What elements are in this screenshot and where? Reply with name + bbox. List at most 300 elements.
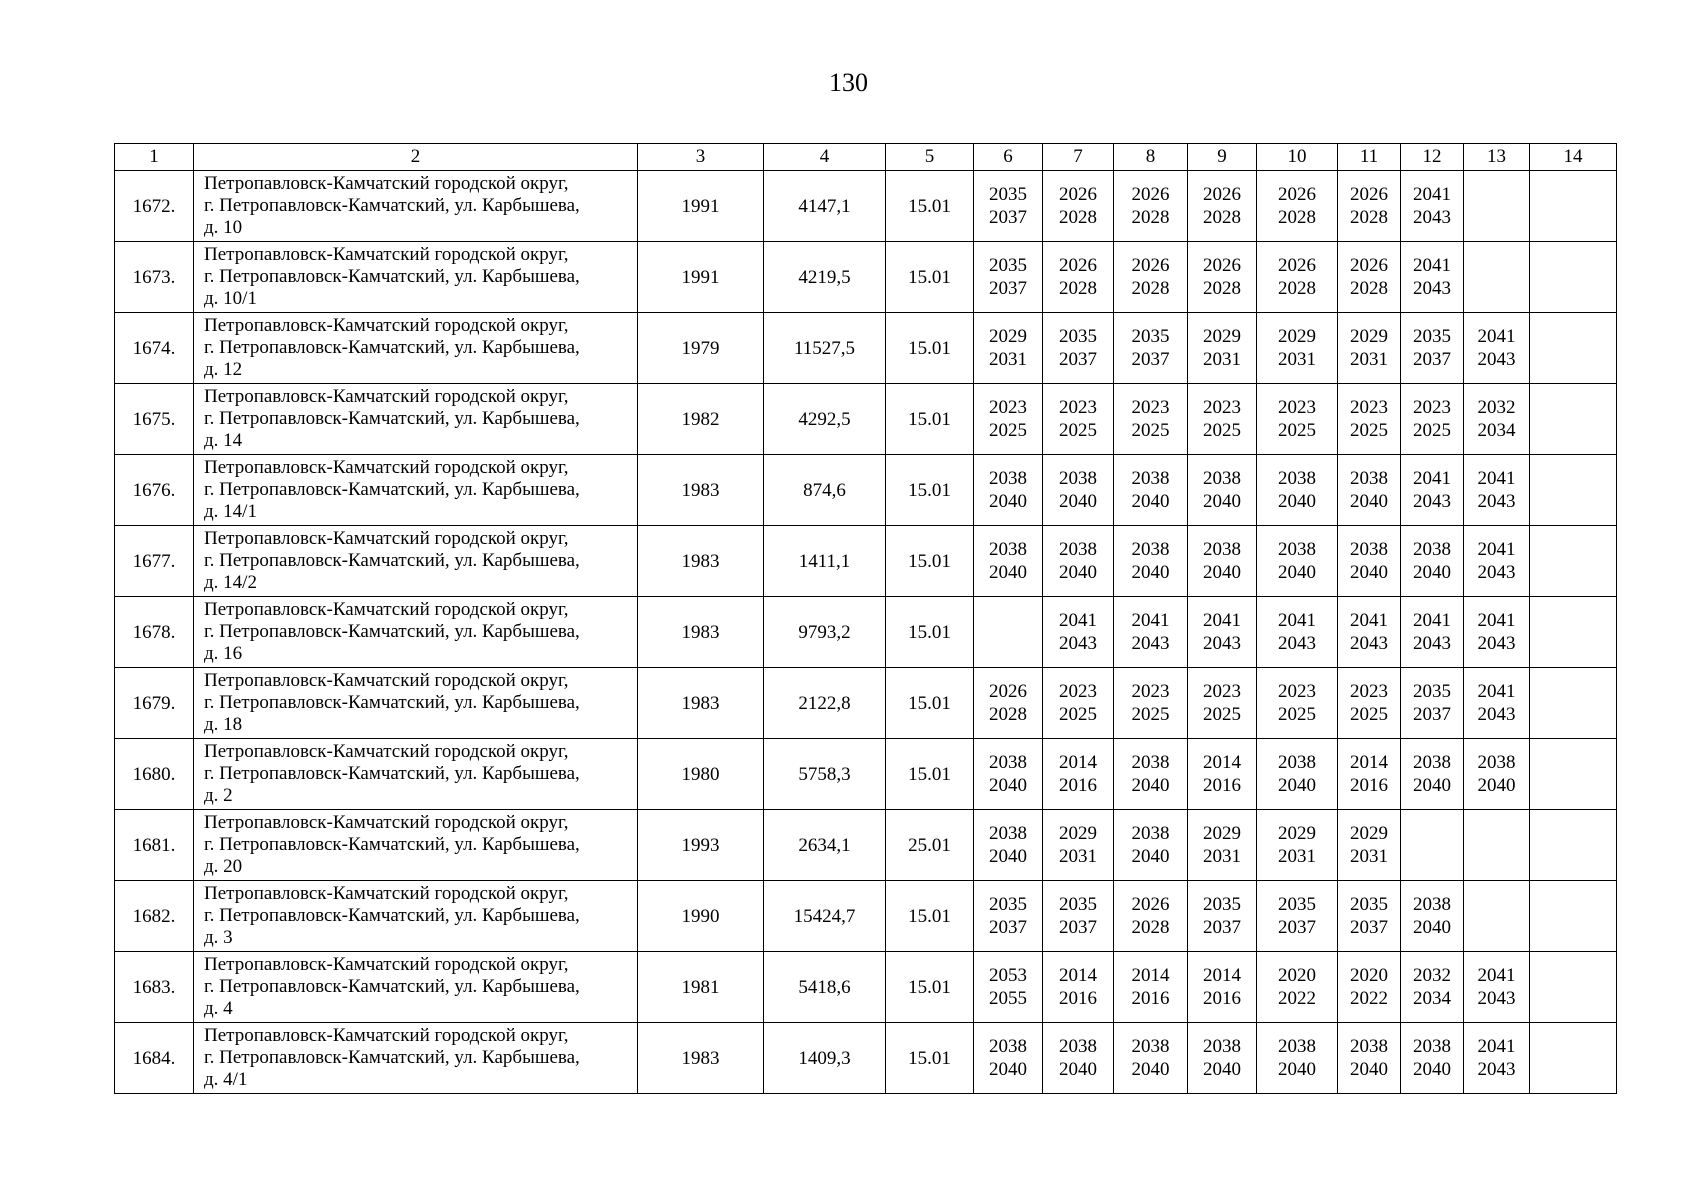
period-year: 2026 xyxy=(1350,184,1388,205)
column-number-cell: 10 xyxy=(1257,144,1338,171)
period-cell xyxy=(1114,739,1188,810)
period-year: 2038 xyxy=(1413,894,1451,915)
period-cell xyxy=(1401,1023,1464,1094)
column-number-cell: 9 xyxy=(1188,144,1257,171)
period-year: 2035 xyxy=(1059,894,1097,915)
period-year: 2053 xyxy=(989,965,1027,986)
address-line: д. 4/1 xyxy=(204,1069,248,1090)
period-cell xyxy=(1464,455,1530,526)
period-cell xyxy=(1043,952,1114,1023)
address-line: Петропавловск-Камчатский городской округ, xyxy=(204,457,569,478)
year-built-cell: 1981 xyxy=(638,952,764,1023)
period-cell xyxy=(1401,739,1464,810)
address-cell xyxy=(194,242,638,313)
period-cell xyxy=(974,242,1043,313)
period-year: 2029 xyxy=(1059,823,1097,844)
period-cell xyxy=(1043,668,1114,739)
address-line: д. 2 xyxy=(204,785,233,806)
address-line: Петропавловск-Камчатский городской округ, xyxy=(204,386,569,407)
period-cell xyxy=(1401,526,1464,597)
period-year: 2041 xyxy=(1203,610,1241,631)
address-cell xyxy=(194,384,638,455)
area-cell: 1411,1 xyxy=(764,526,886,597)
address-line: д. 14/2 xyxy=(204,572,257,593)
period-year: 2028 xyxy=(1203,278,1241,299)
period-year: 2038 xyxy=(1059,468,1097,489)
period-year: 2038 xyxy=(1131,1036,1170,1057)
row-number-cell: 1673. xyxy=(115,242,194,313)
period-year: 2040 xyxy=(1203,491,1241,512)
period-year: 2037 xyxy=(1059,349,1097,370)
period-year: 2029 xyxy=(1203,823,1241,844)
period-cell xyxy=(1530,526,1617,597)
period-year: 2028 xyxy=(1059,207,1097,228)
period-year: 2038 xyxy=(1278,752,1316,773)
area-cell: 5758,3 xyxy=(764,739,886,810)
period-cell xyxy=(1257,597,1338,668)
area-cell: 1409,3 xyxy=(764,1023,886,1094)
address-cell xyxy=(194,810,638,881)
period-cell xyxy=(1188,597,1257,668)
period-cell xyxy=(1257,526,1338,597)
period-year: 2038 xyxy=(1350,1036,1388,1057)
page-number: 130 xyxy=(829,68,868,97)
period-cell xyxy=(1464,881,1530,952)
period-year: 2026 xyxy=(1059,184,1097,205)
period-year: 2023 xyxy=(989,397,1027,418)
period-cell xyxy=(1464,739,1530,810)
period-year: 2043 xyxy=(1203,633,1241,654)
table-row xyxy=(115,526,1617,597)
period-year: 2016 xyxy=(1059,775,1097,796)
period-year: 2038 xyxy=(1131,823,1170,844)
period-year: 2031 xyxy=(1350,846,1388,867)
period-cell xyxy=(1188,739,1257,810)
period-year: 2023 xyxy=(1131,397,1170,418)
column-number-cell: 6 xyxy=(974,144,1043,171)
period-year: 2040 xyxy=(1131,562,1170,583)
address-line: д. 14/1 xyxy=(204,501,257,522)
period-cell xyxy=(1043,526,1114,597)
period-year: 2023 xyxy=(1059,397,1097,418)
column-number-cell: 1 xyxy=(115,144,194,171)
table-row xyxy=(115,597,1617,668)
year-built-cell: 1990 xyxy=(638,881,764,952)
period-cell xyxy=(1114,952,1188,1023)
period-year: 2043 xyxy=(1477,491,1516,512)
year-built-cell: 1983 xyxy=(638,1023,764,1094)
address-line: д. 10/1 xyxy=(204,288,257,309)
period-cell xyxy=(1530,739,1617,810)
period-year: 2038 xyxy=(989,752,1027,773)
period-year: 2041 xyxy=(1278,610,1316,631)
period-cell xyxy=(1043,384,1114,455)
period-year: 2043 xyxy=(1350,633,1388,654)
period-cell xyxy=(1530,1023,1617,1094)
period-year: 2038 xyxy=(1131,468,1170,489)
period-cell xyxy=(1114,455,1188,526)
period-year: 2026 xyxy=(1350,255,1388,276)
period-cell xyxy=(1043,597,1114,668)
period-cell xyxy=(1338,881,1401,952)
address-line: д. 16 xyxy=(204,643,243,664)
period-cell xyxy=(1464,171,1530,242)
area-cell: 4219,5 xyxy=(764,242,886,313)
row-number-cell: 1683. xyxy=(115,952,194,1023)
address-line: г. Петропавловск-Камчатский, ул. Карбышева, xyxy=(204,905,580,926)
address-line: Петропавловск-Камчатский городской округ, xyxy=(204,812,569,833)
period-year: 2038 xyxy=(1278,468,1316,489)
period-year: 2028 xyxy=(1203,207,1241,228)
period-year: 2031 xyxy=(1203,846,1241,867)
period-year: 2055 xyxy=(989,988,1027,1009)
code-cell: 15.01 xyxy=(886,597,974,668)
period-year: 2040 xyxy=(1350,562,1388,583)
period-cell xyxy=(974,668,1043,739)
address-line: Петропавловск-Камчатский городской округ, xyxy=(204,741,569,762)
period-year: 2035 xyxy=(1413,681,1451,702)
period-year: 2014 xyxy=(1203,965,1241,986)
table-row xyxy=(115,952,1617,1023)
period-cell xyxy=(1338,668,1401,739)
period-year: 2037 xyxy=(1131,349,1170,370)
period-cell xyxy=(1464,313,1530,384)
row-number-cell: 1682. xyxy=(115,881,194,952)
year-built-cell: 1983 xyxy=(638,597,764,668)
period-year: 2023 xyxy=(1131,681,1170,702)
period-year: 2026 xyxy=(1059,255,1097,276)
period-year: 2025 xyxy=(1350,420,1388,441)
period-year: 2037 xyxy=(989,278,1027,299)
period-year: 2031 xyxy=(1059,846,1097,867)
period-cell xyxy=(1114,526,1188,597)
period-year: 2035 xyxy=(1203,894,1241,915)
period-year: 2038 xyxy=(989,1036,1027,1057)
address-cell xyxy=(194,668,638,739)
code-cell: 25.01 xyxy=(886,810,974,881)
period-year: 2025 xyxy=(1413,420,1451,441)
address-line: д. 20 xyxy=(204,856,243,877)
period-year: 2040 xyxy=(1350,491,1388,512)
period-cell xyxy=(1188,1023,1257,1094)
period-year: 2040 xyxy=(989,846,1027,867)
period-year: 2037 xyxy=(989,207,1027,228)
period-cell xyxy=(1114,384,1188,455)
period-year: 2038 xyxy=(1278,1036,1316,1057)
period-year: 2043 xyxy=(1413,207,1451,228)
period-cell xyxy=(1188,668,1257,739)
period-year: 2037 xyxy=(1203,917,1241,938)
period-year: 2038 xyxy=(1477,752,1516,773)
table-row xyxy=(115,242,1617,313)
row-number-cell: 1681. xyxy=(115,810,194,881)
period-cell xyxy=(974,597,1043,668)
column-number-cell: 7 xyxy=(1043,144,1114,171)
period-cell xyxy=(974,1023,1043,1094)
period-cell xyxy=(1338,810,1401,881)
table-row xyxy=(115,668,1617,739)
period-cell xyxy=(1114,810,1188,881)
data-table xyxy=(114,143,1617,1094)
period-year: 2038 xyxy=(1413,752,1451,773)
period-year: 2028 xyxy=(1131,278,1170,299)
area-cell: 2634,1 xyxy=(764,810,886,881)
table-row xyxy=(115,1023,1617,1094)
period-year: 2026 xyxy=(1203,255,1241,276)
period-cell xyxy=(974,881,1043,952)
period-year: 2041 xyxy=(1413,255,1451,276)
period-cell xyxy=(1114,242,1188,313)
period-year: 2040 xyxy=(989,491,1027,512)
period-year: 2040 xyxy=(1131,846,1170,867)
address-line: г. Петропавловск-Камчатский, ул. Карбышева, xyxy=(204,408,580,429)
period-year: 2028 xyxy=(1278,278,1316,299)
period-cell xyxy=(1257,384,1338,455)
period-cell xyxy=(974,739,1043,810)
period-year: 2040 xyxy=(989,775,1027,796)
period-year: 2043 xyxy=(1477,1059,1516,1080)
period-year: 2029 xyxy=(1203,326,1241,347)
period-year: 2040 xyxy=(1413,1059,1451,1080)
period-year: 2035 xyxy=(989,894,1027,915)
year-built-cell: 1983 xyxy=(638,455,764,526)
period-year: 2038 xyxy=(1350,468,1388,489)
period-cell xyxy=(1257,952,1338,1023)
period-cell xyxy=(1188,952,1257,1023)
period-year: 2040 xyxy=(1059,491,1097,512)
address-line: д. 10 xyxy=(204,217,243,238)
period-cell xyxy=(974,455,1043,526)
period-year: 2025 xyxy=(1278,704,1316,725)
period-cell xyxy=(1401,313,1464,384)
period-cell xyxy=(974,384,1043,455)
period-cell xyxy=(1338,739,1401,810)
period-year: 2041 xyxy=(1477,468,1516,489)
period-cell xyxy=(1338,1023,1401,1094)
period-year: 2037 xyxy=(1413,704,1451,725)
period-year: 2031 xyxy=(1350,349,1388,370)
address-line: г. Петропавловск-Камчатский, ул. Карбышева, xyxy=(204,1047,580,1068)
period-year: 2040 xyxy=(1131,491,1170,512)
row-number-cell: 1679. xyxy=(115,668,194,739)
period-year: 2037 xyxy=(1350,917,1388,938)
period-year: 2038 xyxy=(1278,539,1316,560)
period-cell xyxy=(1338,171,1401,242)
address-cell xyxy=(194,739,638,810)
table-row xyxy=(115,313,1617,384)
address-line: Петропавловск-Камчатский городской округ, xyxy=(204,670,569,691)
code-cell: 15.01 xyxy=(886,739,974,810)
period-year: 2041 xyxy=(1477,965,1516,986)
period-year: 2040 xyxy=(989,562,1027,583)
period-year: 2023 xyxy=(1059,681,1097,702)
period-year: 2028 xyxy=(1350,278,1388,299)
address-line: Петропавловск-Камчатский городской округ, xyxy=(204,1025,569,1046)
column-number-cell: 2 xyxy=(194,144,638,171)
address-line: г. Петропавловск-Камчатский, ул. Карбышева, xyxy=(204,621,580,642)
code-cell: 15.01 xyxy=(886,881,974,952)
column-number-row xyxy=(115,144,1617,171)
period-cell xyxy=(1530,171,1617,242)
period-year: 2025 xyxy=(1203,704,1241,725)
period-cell xyxy=(1257,668,1338,739)
code-cell: 15.01 xyxy=(886,668,974,739)
period-year: 2025 xyxy=(1203,420,1241,441)
period-year: 2028 xyxy=(1278,207,1316,228)
column-number-cell: 11 xyxy=(1338,144,1401,171)
period-cell xyxy=(1257,810,1338,881)
address-line: Петропавловск-Камчатский городской округ, xyxy=(204,883,569,904)
address-line: Петропавловск-Камчатский городской округ, xyxy=(204,315,569,336)
period-year: 2040 xyxy=(1059,1059,1097,1080)
period-cell xyxy=(1338,242,1401,313)
period-year: 2014 xyxy=(1059,965,1097,986)
period-year: 2016 xyxy=(1059,988,1097,1009)
period-year: 2043 xyxy=(1477,349,1516,370)
period-year: 2038 xyxy=(1131,752,1170,773)
period-year: 2016 xyxy=(1203,775,1241,796)
period-year: 2038 xyxy=(1131,539,1170,560)
period-year: 2034 xyxy=(1477,420,1516,441)
address-line: д. 3 xyxy=(204,927,233,948)
column-number-cell: 13 xyxy=(1464,144,1530,171)
period-cell xyxy=(1188,384,1257,455)
address-line: д. 12 xyxy=(204,359,243,380)
period-year: 2023 xyxy=(1278,397,1316,418)
period-year: 2029 xyxy=(1350,326,1388,347)
period-year: 2014 xyxy=(1131,965,1170,986)
address-cell xyxy=(194,171,638,242)
period-year: 2025 xyxy=(1278,420,1316,441)
period-year: 2038 xyxy=(1350,539,1388,560)
period-cell xyxy=(1188,455,1257,526)
period-year: 2025 xyxy=(1059,704,1097,725)
period-year: 2016 xyxy=(1131,988,1170,1009)
table-row xyxy=(115,171,1617,242)
period-year: 2031 xyxy=(1278,846,1316,867)
address-line: г. Петропавловск-Камчатский, ул. Карбышева, xyxy=(204,266,580,287)
address-cell xyxy=(194,455,638,526)
period-year: 2037 xyxy=(1059,917,1097,938)
period-cell xyxy=(1401,952,1464,1023)
row-number-cell: 1684. xyxy=(115,1023,194,1094)
address-line: Петропавловск-Камчатский городской округ, xyxy=(204,173,569,194)
code-cell: 15.01 xyxy=(886,1023,974,1094)
period-year: 2020 xyxy=(1350,965,1388,986)
period-year: 2031 xyxy=(989,349,1027,370)
period-year: 2023 xyxy=(1413,397,1451,418)
period-year: 2028 xyxy=(1059,278,1097,299)
period-year: 2038 xyxy=(1203,1036,1241,1057)
period-year: 2037 xyxy=(1413,349,1451,370)
year-built-cell: 1991 xyxy=(638,242,764,313)
row-number-cell: 1680. xyxy=(115,739,194,810)
period-year: 2035 xyxy=(989,255,1027,276)
year-built-cell: 1982 xyxy=(638,384,764,455)
period-cell xyxy=(1464,526,1530,597)
period-cell xyxy=(1043,810,1114,881)
period-year: 2014 xyxy=(1203,752,1241,773)
period-year: 2043 xyxy=(1059,633,1097,654)
period-cell xyxy=(1188,171,1257,242)
period-year: 2025 xyxy=(1131,420,1170,441)
period-year: 2020 xyxy=(1278,965,1316,986)
year-built-cell: 1979 xyxy=(638,313,764,384)
period-cell xyxy=(1114,668,1188,739)
period-year: 2038 xyxy=(1413,539,1451,560)
address-line: Петропавловск-Камчатский городской округ, xyxy=(204,954,569,975)
address-cell xyxy=(194,526,638,597)
period-year: 2031 xyxy=(1203,349,1241,370)
period-cell xyxy=(974,313,1043,384)
period-year: 2023 xyxy=(1278,681,1316,702)
period-year: 2043 xyxy=(1278,633,1316,654)
period-cell xyxy=(1043,455,1114,526)
period-cell xyxy=(1114,1023,1188,1094)
period-cell xyxy=(1257,881,1338,952)
period-cell xyxy=(1114,597,1188,668)
period-year: 2022 xyxy=(1278,988,1316,1009)
period-cell xyxy=(1257,313,1338,384)
period-cell xyxy=(1401,881,1464,952)
period-year: 2041 xyxy=(1413,468,1451,489)
period-year: 2026 xyxy=(1278,184,1316,205)
period-year: 2028 xyxy=(1131,917,1170,938)
period-year: 2016 xyxy=(1350,775,1388,796)
period-year: 2025 xyxy=(1059,420,1097,441)
period-year: 2031 xyxy=(1278,349,1316,370)
address-cell xyxy=(194,881,638,952)
period-cell xyxy=(1464,597,1530,668)
period-year: 2040 xyxy=(1203,562,1241,583)
period-year: 2043 xyxy=(1413,278,1451,299)
year-built-cell: 1983 xyxy=(638,668,764,739)
period-year: 2040 xyxy=(1278,775,1316,796)
period-year: 2035 xyxy=(1350,894,1388,915)
period-year: 2043 xyxy=(1477,988,1516,1009)
area-cell: 4292,5 xyxy=(764,384,886,455)
period-year: 2040 xyxy=(1203,1059,1241,1080)
period-cell xyxy=(1043,171,1114,242)
period-year: 2041 xyxy=(1477,326,1516,347)
column-number-cell: 12 xyxy=(1401,144,1464,171)
table-body xyxy=(115,144,1617,1094)
period-year: 2029 xyxy=(1350,823,1388,844)
area-cell: 9793,2 xyxy=(764,597,886,668)
period-year: 2026 xyxy=(1131,894,1170,915)
row-number-cell: 1675. xyxy=(115,384,194,455)
period-year: 2025 xyxy=(1131,704,1170,725)
period-cell xyxy=(1188,810,1257,881)
period-year: 2028 xyxy=(1350,207,1388,228)
period-cell xyxy=(1188,881,1257,952)
address-cell xyxy=(194,313,638,384)
period-year: 2043 xyxy=(1131,633,1170,654)
code-cell: 15.01 xyxy=(886,313,974,384)
period-cell xyxy=(1401,668,1464,739)
period-cell xyxy=(1338,952,1401,1023)
period-year: 2040 xyxy=(1059,562,1097,583)
period-year: 2038 xyxy=(989,823,1027,844)
period-year: 2029 xyxy=(1278,326,1316,347)
period-year: 2029 xyxy=(1278,823,1316,844)
period-cell xyxy=(1401,384,1464,455)
area-cell: 11527,5 xyxy=(764,313,886,384)
period-year: 2025 xyxy=(989,420,1027,441)
area-cell: 5418,6 xyxy=(764,952,886,1023)
address-line: д. 4 xyxy=(204,998,233,1019)
period-year: 2040 xyxy=(1278,1059,1316,1080)
